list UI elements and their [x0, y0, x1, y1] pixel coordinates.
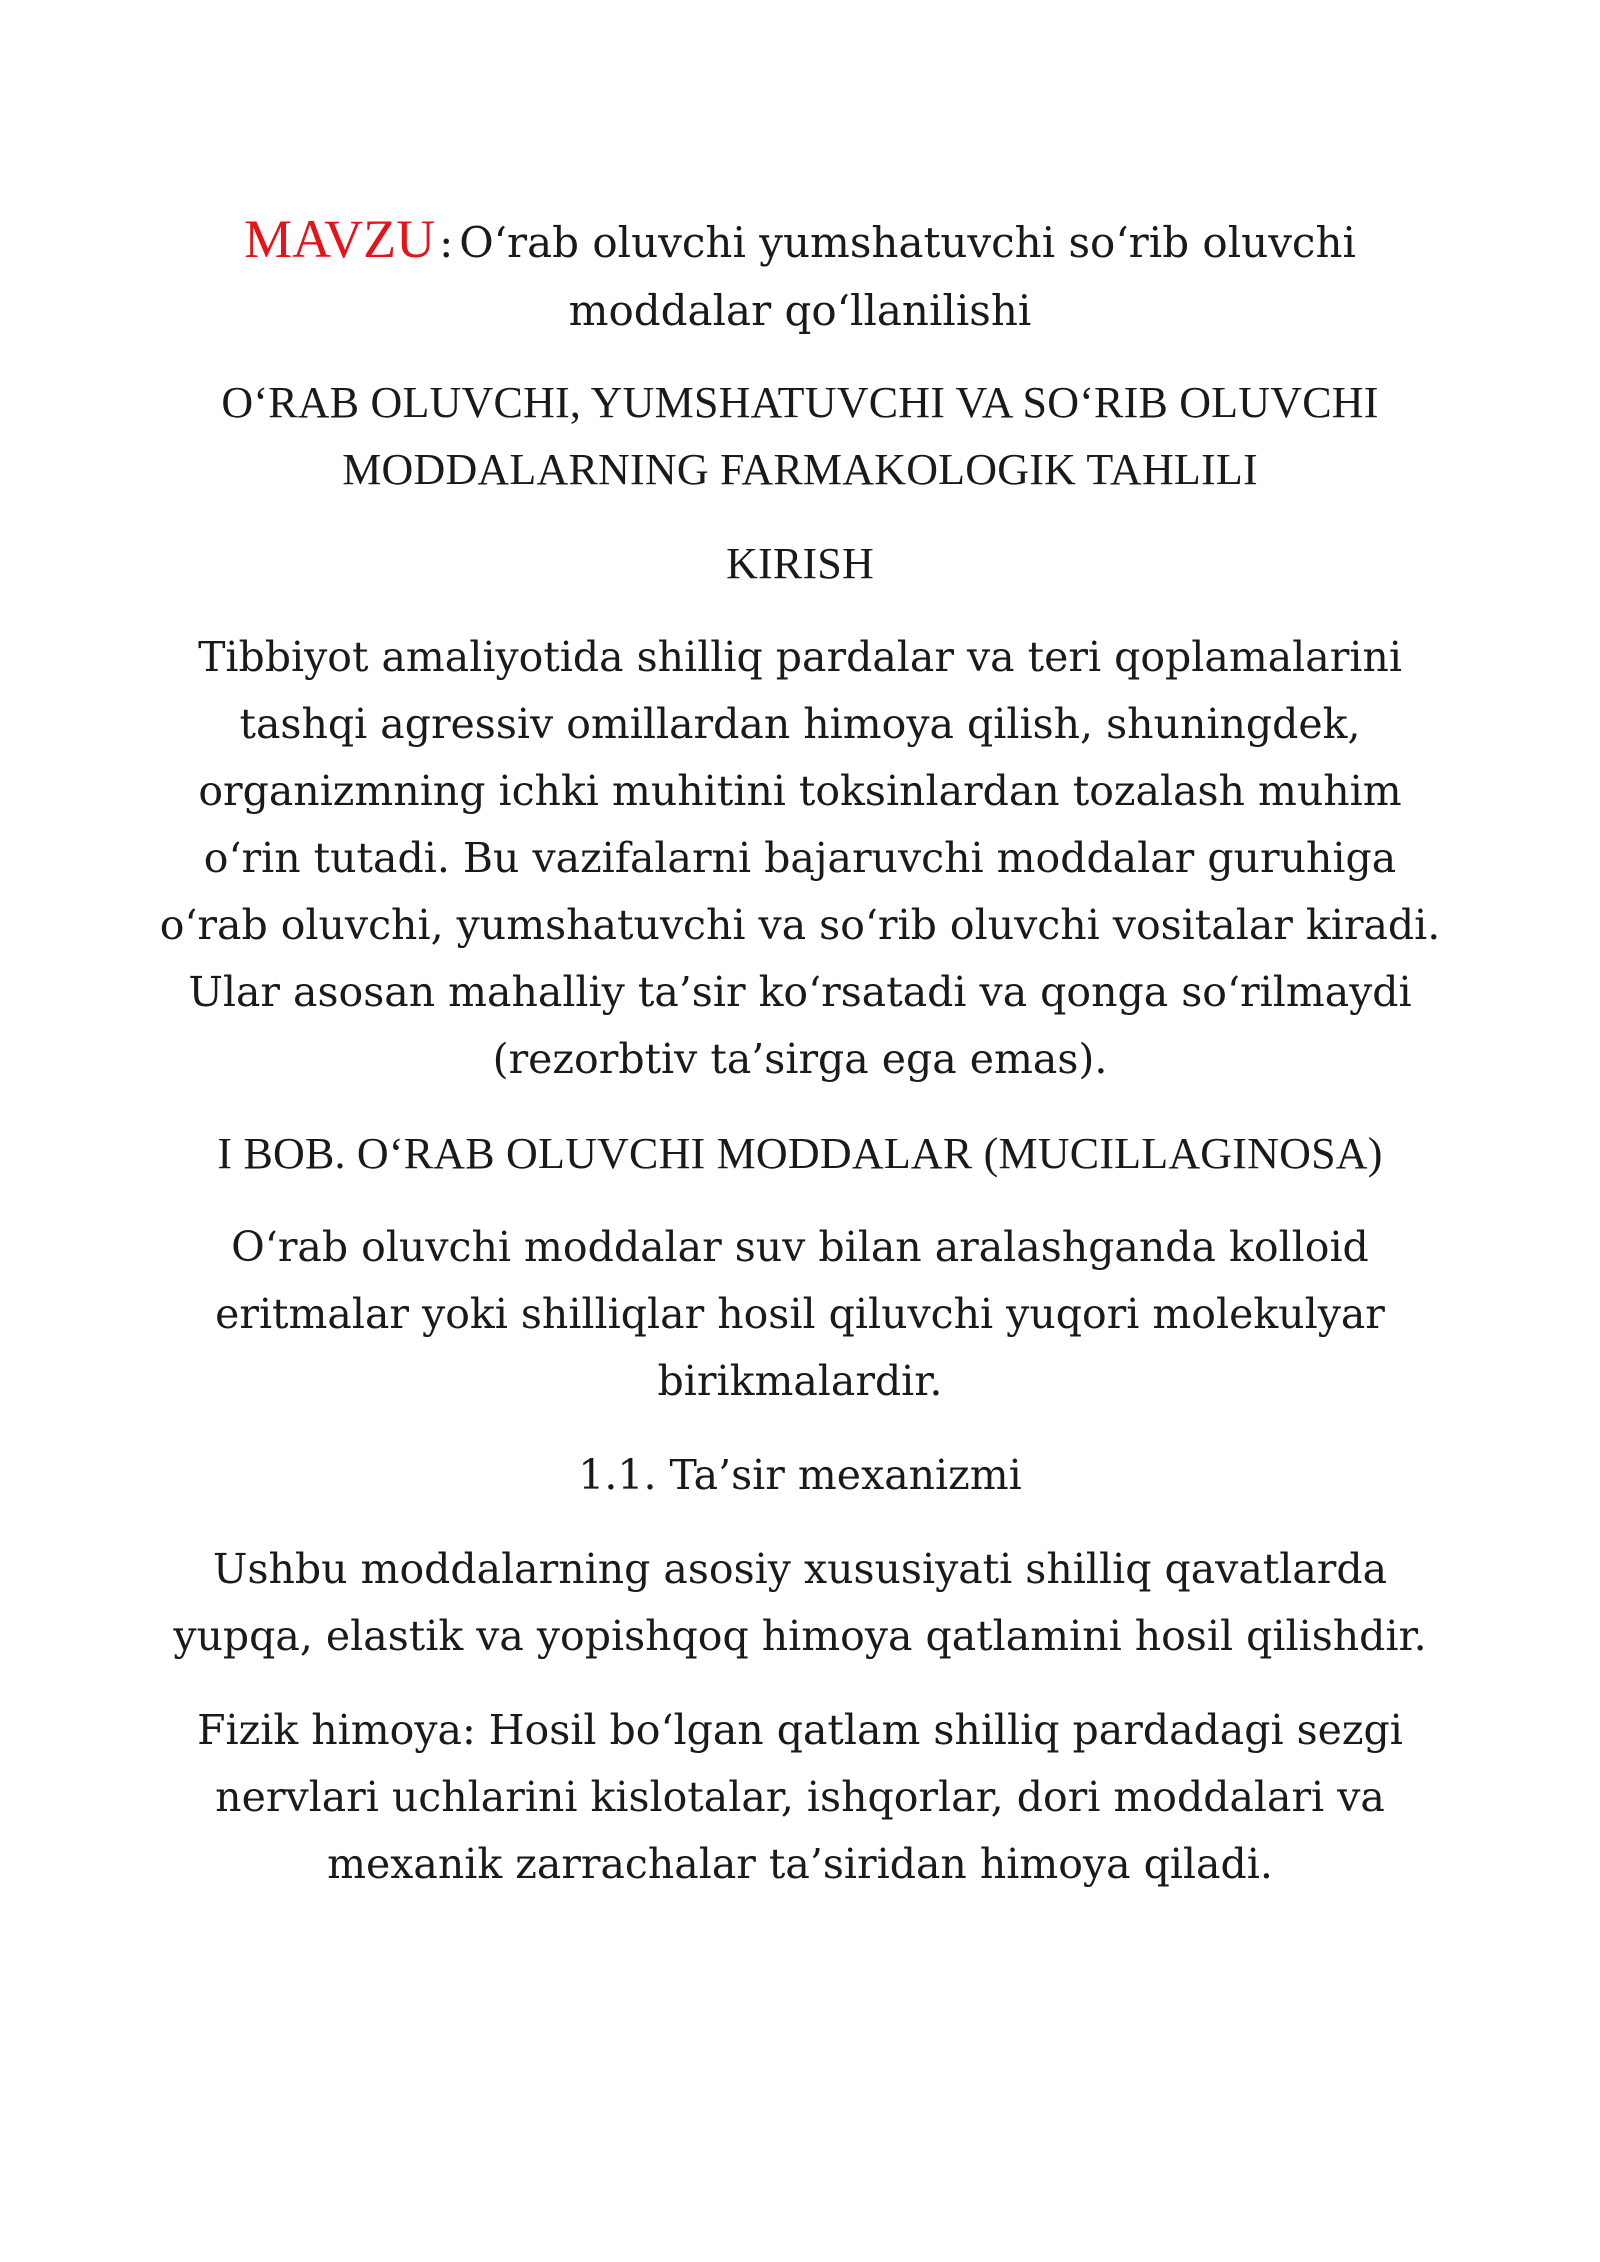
chapter-heading: I BOB. O‘RAB OLUVCHI MODDALAR (MUCILLAGINOSA): [217, 1129, 1383, 1178]
section-paragraph: Ushbu moddalarning asosiy xususiyati shilliq qavatlarda yupqa, elastik va yopishqoq himoya qatlamini hosil qilishdir.: [173, 1545, 1427, 1660]
main-heading: O‘RAB OLUVCHI, YUMSHATUVCHI VA SO‘RIB OLUVCHI MODDALARNING FARMAKOLOGIK TAHLILI: [221, 378, 1379, 494]
intro-heading: KIRISH: [726, 539, 874, 588]
document-page: [150, 205, 1450, 1925]
title-separator: :: [439, 218, 454, 267]
title-label: MAVZU: [244, 209, 436, 269]
document-title: [150, 205, 1450, 345]
section-heading: 1.1. Ta’sir mexanizmi: [578, 1451, 1022, 1499]
intro-paragraph: Tibbiyot amaliyotida shilliq pardalar va teri qoplamalarini tashqi agressiv omillardan himoya qilish, shuningdek, organizmning ichki muhitini toksinlardan tozalash muhim o‘rin tutadi. Bu vazifalarni bajaruvchi moddalar guruhiga o‘rab oluvchi, yumshatuvchi va so‘rib oluvchi vositalar kiradi. Ular asosan mahalliy ta’sir ko‘rsatadi va qonga so‘rilmaydi (rezorbtiv ta’sirga ega emas).: [159, 633, 1441, 1083]
physical-protection-paragraph: Fizik himoya: Hosil bo‘lgan qatlam shilliq pardadagi sezgi nervlari uchlarini kislotalar, ishqorlar, dori moddalari va mexanik zarrachalar ta’siridan himoya qiladi.: [197, 1706, 1403, 1888]
title-text: O‘rab oluvchi yumshatuvchi so‘rib oluvchi moddalar qo‘llanilishi: [459, 218, 1356, 335]
chapter-paragraph: O‘rab oluvchi moddalar suv bilan aralashganda kolloid eritmalar yoki shilliqlar hosil qiluvchi yuqori molekulyar birikmalardir.: [215, 1223, 1385, 1405]
